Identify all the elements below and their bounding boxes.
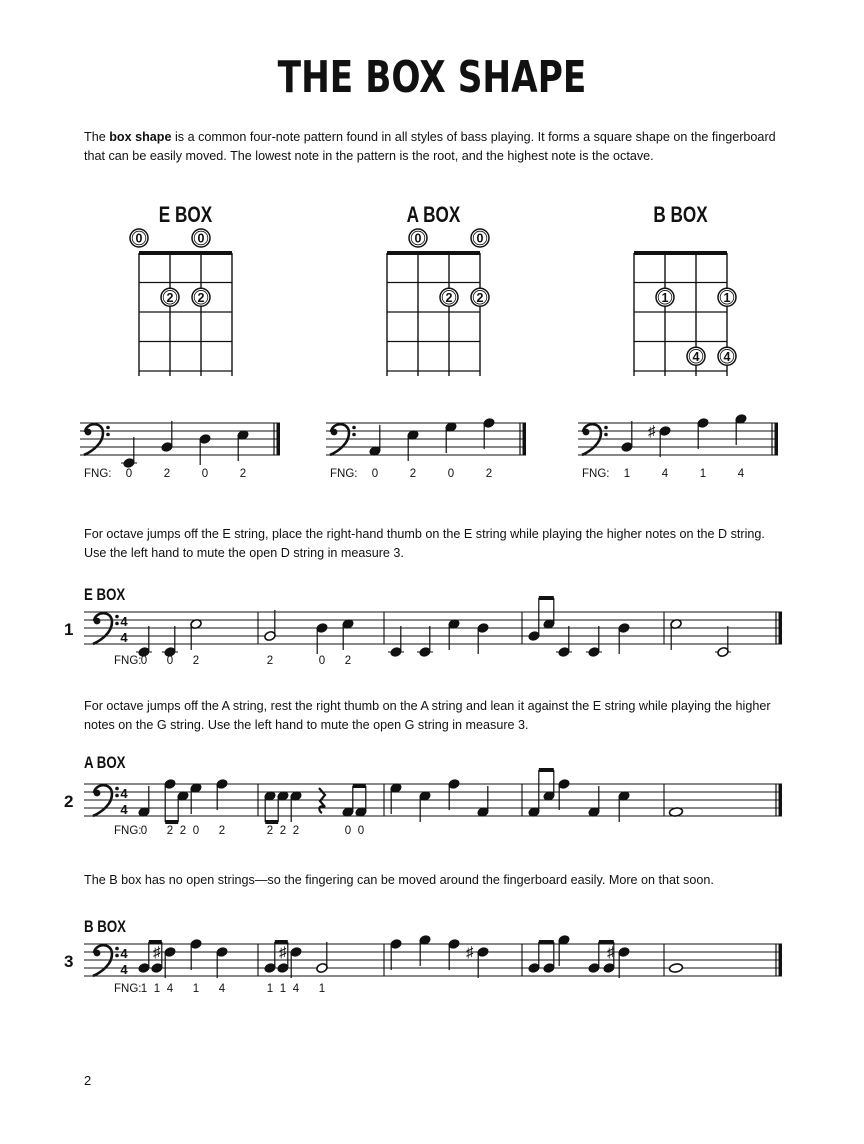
fingering-number: 4 [292,983,300,995]
finger-number: 1 [661,290,669,305]
fingering-number: 2 [266,825,274,837]
bass-clef-icon [93,613,119,644]
bass-clef-icon [93,945,119,976]
fingering-number: 0 [125,468,133,480]
fingering-number: 2 [409,468,417,480]
fingering-number: 0 [357,825,365,837]
bass-clef-icon [84,424,110,455]
scale-staff-3 [578,413,778,480]
fng-label: FNG: [330,468,358,480]
fingering-number: 4 [166,983,174,995]
intro-paragraph: The box shape is a common four-note pattern found in all styles of bass playing. It forms a square shape on the fingerboard that can be easily moved. The lowest note in the pattern is the root, and the highest note is the octave. [84,130,776,163]
finger-number: 4 [692,349,700,364]
fretboard-diagram-1 [130,203,232,376]
nut [634,251,727,255]
fingering-number: 1 [699,468,707,480]
fingering-number: 2 [485,468,493,480]
e-string-instructions: For octave jumps off the E string, place the right-hand thumb on the E string while playing the higher notes on the D string. Use the left hand to mute the open D string in measure 3. [84,527,765,560]
finger-number: 0 [197,231,205,246]
fingering-number: 0 [447,468,455,480]
finger-number: 2 [476,290,484,305]
b-box-instructions: The B box has no open strings—so the fingering can be moved around the fingerboard easily. More on that soon. [84,873,714,887]
fingering-number: 4 [661,468,669,480]
fingering-number: 1 [266,983,274,995]
finger-number: 1 [723,290,731,305]
end-bar-thick [277,423,281,455]
fingering-number: 2 [292,825,300,837]
bass-clef-icon [93,785,119,816]
diagram-title: B BOX [653,203,708,228]
exercise-number: 1 [64,620,74,639]
finger-number: 2 [197,290,205,305]
fingering-number: 0 [318,655,326,667]
fingering-number: 2 [192,655,200,667]
fretboard-diagram-2 [387,203,489,376]
fng-label: FNG: [114,655,142,667]
fretboard-diagram-3 [634,203,736,376]
finger-number: 0 [135,231,143,246]
end-bar-thick [779,944,783,976]
sharp-sign: ♯ [466,944,474,961]
exercise-number: 3 [64,952,74,971]
nut [387,251,480,255]
sharp-sign: ♯ [279,944,287,961]
fingering-number: 2 [163,468,171,480]
sharp-sign: ♯ [607,944,615,961]
fingering-number: 2 [279,825,287,837]
finger-number: 4 [723,349,731,364]
time-signature-bottom: 4 [120,962,128,977]
exercise-label: B BOX [83,917,126,937]
fingering-number: 1 [192,983,200,995]
fingering-number: 2 [266,655,274,667]
fingering-number: 2 [239,468,247,480]
fng-label: FNG: [582,468,610,480]
fingering-number: 2 [166,825,174,837]
bass-clef-icon [330,424,356,455]
time-signature-top: 4 [120,614,128,629]
exercise-label: E BOX [83,585,126,605]
page-title: THE BOX SHAPE [277,52,587,103]
page-number: 2 [84,1073,92,1088]
fingering-number: 4 [737,468,745,480]
fingering-number: 0 [166,655,174,667]
finger-number: 0 [476,231,484,246]
fingering-number: 2 [179,825,187,837]
end-bar-thick [779,612,783,644]
time-signature-top: 4 [120,946,128,961]
fingering-number: 0 [201,468,209,480]
fingering-number: 1 [140,983,148,995]
time-signature-bottom: 4 [120,630,128,645]
fingering-number: 0 [371,468,379,480]
fingering-number: 0 [192,825,200,837]
finger-number: 2 [166,290,174,305]
nut [139,251,232,255]
fingering-number: 1 [623,468,631,480]
a-string-instructions: For octave jumps off the A string, rest the right thumb on the A string and lean it against the E string while playing the higher notes on the G string. Use the left hand to mute the open G string in measure 3. [84,699,771,732]
fingering-number: 2 [218,825,226,837]
fingering-number: 1 [279,983,287,995]
fingering-number: 4 [218,983,226,995]
end-bar-thick [779,784,783,816]
fng-label: FNG: [84,468,112,480]
time-signature-top: 4 [120,786,128,801]
fingering-number: 2 [344,655,352,667]
end-bar-thick [775,423,779,455]
finger-number: 0 [414,231,422,246]
note-head [669,963,683,973]
fng-label: FNG: [114,825,142,837]
fingering-number: 1 [318,983,326,995]
sharp-sign: ♯ [153,944,161,961]
box-shape-term: box shape [109,130,172,144]
end-bar-thick [523,423,527,455]
exercise-number: 2 [64,792,74,811]
scale-staff-1 [80,421,280,480]
fng-label: FNG: [114,983,142,995]
fingering-number: 0 [344,825,352,837]
time-signature-bottom: 4 [120,802,128,817]
finger-number: 2 [445,290,453,305]
fingering-number: 0 [140,825,148,837]
sharp-sign: ♯ [648,423,656,440]
diagram-title: E BOX [158,203,213,228]
exercise-label: A BOX [83,753,126,773]
scale-staff-2 [326,417,526,480]
fingering-number: 1 [153,983,161,995]
diagram-title: A BOX [406,203,461,228]
exercise-1 [64,586,782,667]
note-head [669,807,683,817]
exercise-3 [64,918,782,995]
fingering-number: 0 [140,655,148,667]
exercise-2 [64,754,782,837]
bass-clef-icon [582,424,608,455]
